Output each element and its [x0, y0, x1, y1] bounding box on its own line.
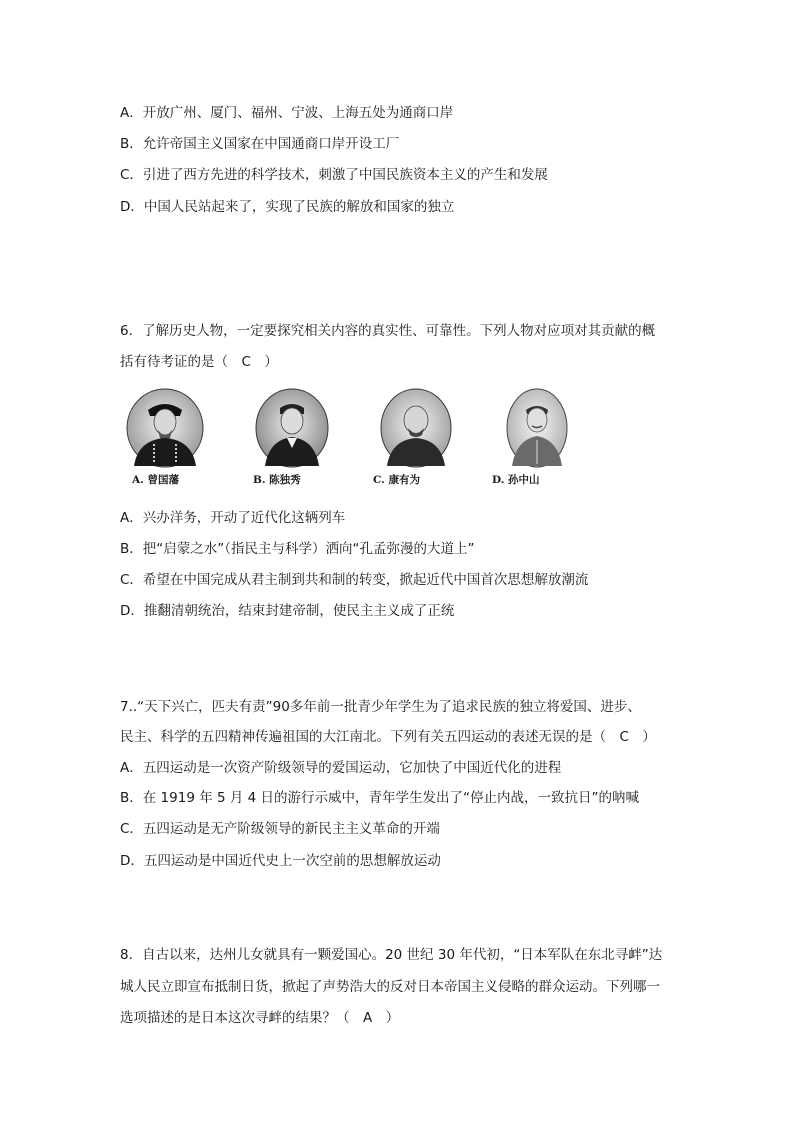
- caption-sun-yat-sen: D. 孙中山: [492, 474, 540, 486]
- q5-option-b: B．允许帝国主义国家在中国通商口岸开设工厂: [120, 136, 400, 152]
- portrait-zeng-guofan: [124, 388, 206, 468]
- q7-option-b: B．在 1919 年 5 月 4 日的游行示威中，青年学生发出了“停止内战，一致抗日”的呐喊: [120, 790, 640, 806]
- caption-chen-duxiu: B. 陈独秀: [253, 474, 301, 486]
- q5-option-a: A．开放广州、厦门、福州、宁波、上海五处为通商口岸: [120, 105, 454, 121]
- q6-option-c: C．希望在中国完成从君主制到共和制的转变，掀起近代中国首次思想解放潮流: [120, 572, 589, 588]
- caption-kang-youwei: C. 康有为: [373, 474, 420, 486]
- q6-option-a: A．兴办洋务，开动了近代化这辆列车: [120, 510, 346, 526]
- q5-option-d: D．中国人民站起来了，实现了民族的解放和国家的独立: [120, 199, 455, 215]
- q8-stem-line2: 城人民立即宣布抵制日货，掀起了声势浩大的反对日本帝国主义侵略的群众运动。下列哪一: [120, 979, 660, 995]
- q7-option-d: D．五四运动是中国近代史上一次空前的思想解放运动: [120, 853, 441, 869]
- q5-option-c: C．引进了西方先进的科学技术，刺激了中国民族资本主义的产生和发展: [120, 167, 548, 183]
- q8-stem-line3: 选项描述的是日本这次寻衅的结果？（ A ）: [120, 1010, 400, 1026]
- q6-option-b: B．把“启蒙之水”（指民主与科学）洒向“孔孟弥漫的大道上”: [120, 541, 475, 557]
- caption-zeng-guofan: A. 曾国藩: [132, 474, 179, 486]
- portrait-kang-youwei: [375, 388, 457, 468]
- portrait-sun-yat-sen: [496, 388, 578, 468]
- portrait-chen-duxiu: [251, 388, 333, 468]
- q7-stem-line1: 7..“天下兴亡，匹夫有责”90多年前一批青少年学生为了追求民族的独立将爱国、进步、: [120, 699, 641, 715]
- q6-stem-line2: 括有待考证的是（ C ）: [120, 354, 278, 370]
- q8-stem-line1: 8．自古以来，达州儿女就具有一颗爱国心。20 世纪 30 年代初，“日本军队在东北寻衅”达: [120, 947, 663, 963]
- q7-option-c: C．五四运动是无产阶级领导的新民主主义革命的开端: [120, 821, 440, 837]
- q6-stem-line1: 6．了解历史人物，一定要探究相关内容的真实性、可靠性。下列人物对应项对其贡献的概: [120, 323, 656, 339]
- q7-stem-line2: 民主、科学的五四精神传遍祖国的大江南北。下列有关五四运动的表述无误的是（ C ）: [120, 729, 656, 745]
- q7-option-a: A．五四运动是一次资产阶级领导的爱国运动，它加快了中国近代化的进程: [120, 760, 562, 776]
- q6-option-d: D．推翻清朝统治，结束封建帝制，使民主主义成了正统: [120, 603, 455, 619]
